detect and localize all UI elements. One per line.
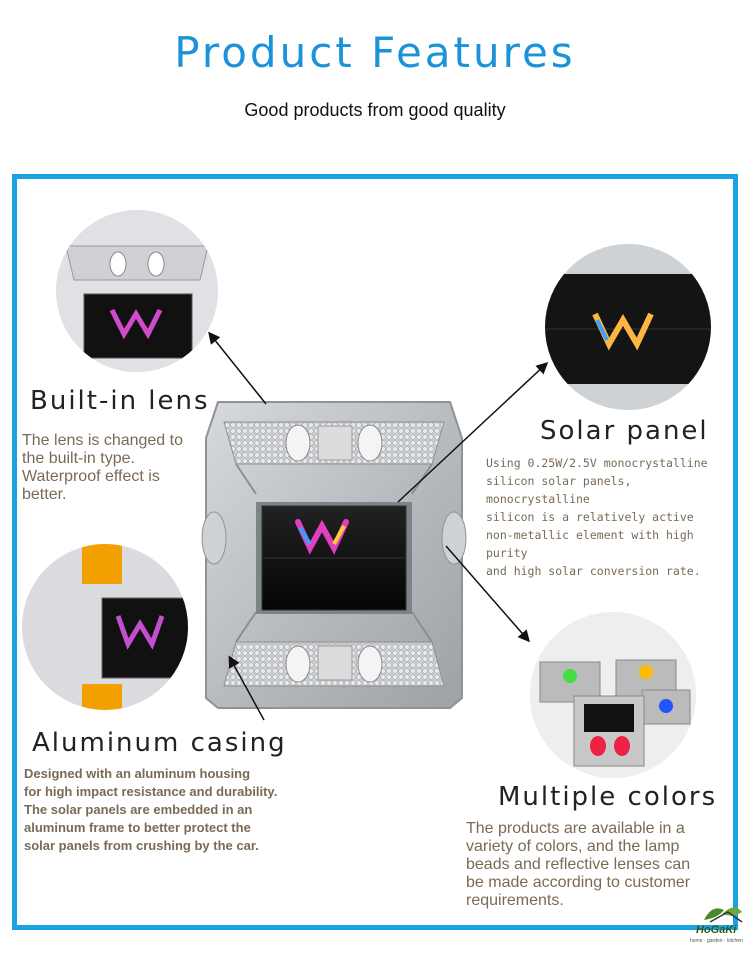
solar-line: and high solar conversion rate.: [486, 564, 701, 578]
aluminum-line: Designed with an aluminum housing: [24, 766, 251, 781]
colors-line: requirements.: [466, 892, 564, 909]
lens-line: better.: [22, 486, 67, 503]
solar-line: Using 0.25W/2.5V monocrystalline: [486, 456, 708, 470]
aluminum-line: aluminum frame to better protect the: [24, 820, 251, 835]
logo-tagline: home · garden · kitchen: [690, 938, 743, 944]
solar-line: non-metallic element with high purity: [486, 528, 694, 560]
solar-description: [486, 454, 736, 580]
colors-line: variety of colors, and the lamp: [466, 838, 680, 855]
aluminum-line: for high impact resistance and durability.: [24, 784, 278, 799]
colors-line: be made according to customer: [466, 874, 691, 891]
colors-title: Multiple colors: [498, 782, 718, 812]
logo-text: HoGaKi: [696, 924, 737, 936]
page-subtitle: Good products from good quality: [244, 100, 506, 120]
solar-line: silicon is a relatively active: [486, 510, 694, 524]
colors-description: [466, 820, 736, 910]
aluminum-line: solar panels from crushing by the car.: [24, 838, 259, 853]
aluminum-description: [24, 765, 344, 855]
lens-line: Waterproof effect is: [22, 468, 160, 485]
colors-line: beads and reflective lenses can: [466, 856, 691, 873]
lens-description: [22, 432, 212, 504]
solar-title: Solar panel: [540, 416, 709, 446]
page-title: Product Features: [174, 28, 576, 77]
brand-logo: [690, 900, 748, 950]
solar-line: silicon solar panels, monocrystalline: [486, 474, 632, 506]
lens-line: The lens is changed to: [22, 432, 183, 449]
aluminum-line: The solar panels are embedded in an: [24, 802, 253, 817]
lens-line: the built-in type.: [22, 450, 135, 467]
aluminum-title: Aluminum casing: [32, 728, 287, 758]
lens-title: Built-in lens: [30, 386, 210, 416]
colors-line: The products are available in a: [466, 820, 685, 837]
